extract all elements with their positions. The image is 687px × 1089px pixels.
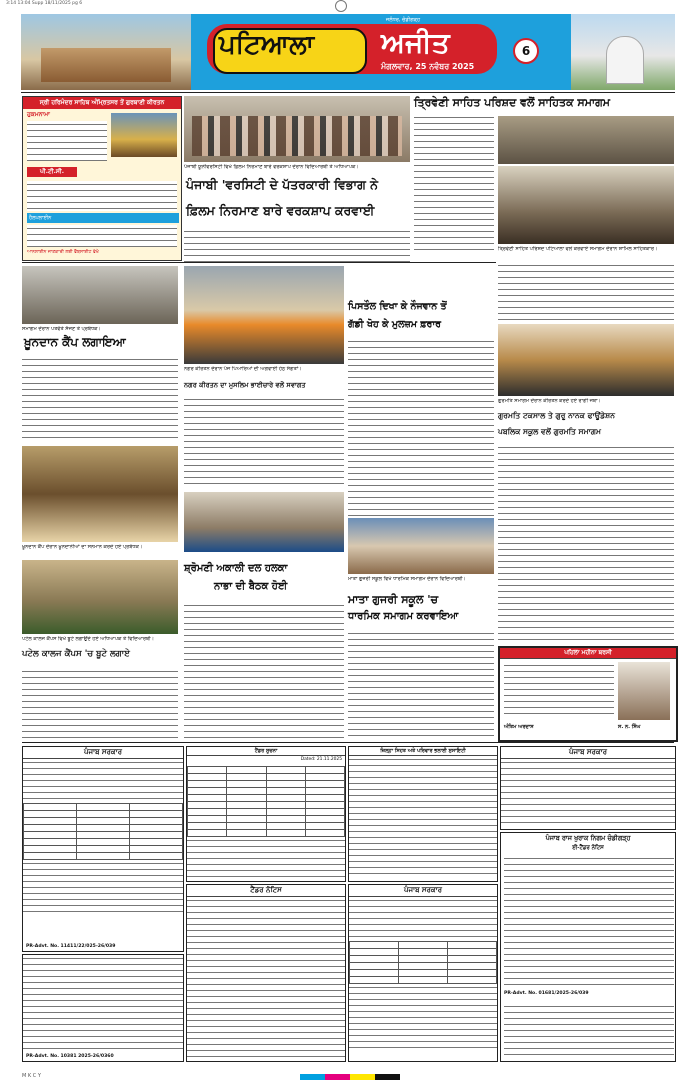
patel-caption: ਪਟੇਲ ਕਾਲਜ ਕੈਂਪਸ ਵਿਖੇ ਬੂਟੇ ਲਗਾਉਂਦੇ ਹੋਏ ਅਧਿਆਪਕ ਤੇ ਵਿਦਿਆਰਥੀ। xyxy=(22,636,154,642)
ad-right-gov xyxy=(500,746,676,830)
blood-headline: ਖ਼ੂਨਦਾਨ ਕੈਂਪ ਲਗਾਇਆ xyxy=(24,335,126,349)
kirtan-headline-2: ਪਬਲਿਕ ਸਕੂਲ ਵਲੋਂ ਗੁਰਮਤਿ ਸਮਾਗਮ xyxy=(498,427,602,436)
trivedi-photo-large xyxy=(498,166,674,244)
akali-headline-1: ਸ਼੍ਰੋਮਣੀ ਅਕਾਲੀ ਦਲ ਹਲਕਾ xyxy=(184,563,288,574)
obituary-text xyxy=(504,662,614,718)
kirtan-caption: ਗੁਰਮਤਿ ਸਮਾਗਮ ਦੌਰਾਨ ਕੀਰਤਨ ਕਰਦੇ ਹੋਏ ਰਾਗੀ ਜਥਾ। xyxy=(498,398,601,404)
ad-right-big-foot: PR-Advt. No. 01681/2025-26/039 xyxy=(504,991,589,996)
ad-left-top-foot: PR-Advt. No. 11411/22/025-26/039 xyxy=(26,944,116,949)
ad-mid-2-head: ਜ਼ਿਲ੍ਹਾ ਸਿਹਤ ਅਤੇ ਪਰਿਵਾਰ ਭਲਾਈ ਸੁਸਾਇਟੀ xyxy=(349,747,497,756)
trivedi-headline: ਤ੍ਰਿਵੇਣੀ ਸਾਹਿਤ ਪਰਿਸ਼ਦ ਵਲੋਂ ਸਾਹਿਤਕ ਸਮਾਗਮ xyxy=(414,96,611,109)
ad-mid-4-table xyxy=(349,941,497,984)
trivedi-caption: ਤ੍ਰਿਵੇਣੀ ਸਾਹਿਤ ਪਰਿਸ਼ਦ ਪਟਿਆਲਾ ਵਲੋਂ ਕਰਵਾਏ ਸਮਾਗਮ ਦੌਰਾਨ ਸ਼ਾਮਿਲ ਸਾਹਿਤਕਾਰ। xyxy=(498,246,658,252)
nagar-photo xyxy=(184,266,344,364)
obituary-head: ਪਹਿਲਾ ਮਹੀਨਾ ਬਰਸੀ xyxy=(500,648,676,659)
ad-left-bottom-foot: PR-Advt. No. 10381 2025-26/0360 xyxy=(26,1054,114,1059)
crop-marks: 3:14 13:04 Supp 18/11/2025 pg 6 xyxy=(6,1,83,6)
pu-caption: ਪੰਜਾਬੀ ਯੂਨੀਵਰਸਿਟੀ ਵਿਖੇ ਫ਼ਿਲਮ ਨਿਰਮਾਣ ਬਾਰੇ ਵਰਕਸ਼ਾਪ ਦੌਰਾਨ ਵਿਦਿਆਰਥੀ ਤੇ ਅਧਿਆਪਕ। xyxy=(184,164,359,170)
nagar-caption: ਨਗਰ ਕੀਰਤਨ ਦੌਰਾਨ ਪੰਜ ਪਿਆਰਿਆਂ ਦੀ ਅਗਵਾਈ ਹੇਠ ਸੰਗਤਾਂ। xyxy=(184,366,302,372)
ad-left-top-head: ਪੰਜਾਬ ਸਰਕਾਰ xyxy=(23,747,183,759)
kirtan-headline-1: ਗੁਰਮਤਿ ਟਕਸਾਲ ਤੇ ਗੁਰੂ ਨਾਨਕ ਫਾਊਂਡੇਸ਼ਨ xyxy=(498,411,615,420)
ad-right-big-text xyxy=(504,855,674,989)
ad-mid-1 xyxy=(186,746,346,882)
infobox xyxy=(22,96,182,261)
bottom-marks: M K C Y xyxy=(22,1073,41,1079)
ad-left-top-table xyxy=(23,803,183,860)
masthead-photo-right-dome xyxy=(606,36,644,84)
masthead-photo-left-building xyxy=(41,48,171,82)
school-caption: ਮਾਤਾ ਗੁਜਰੀ ਸਕੂਲ ਵਿਖੇ ਧਾਰਮਿਕ ਸਮਾਗਮ ਦੌਰਾਨ ਵਿਦਿਆਰਥੀ। xyxy=(348,576,466,582)
patel-body xyxy=(22,668,178,738)
pu-headline-2: ਫ਼ਿਲਮ ਨਿਰਮਾਣ ਬਾਰੇ ਵਰਕਸ਼ਾਪ ਕਰਵਾਈ xyxy=(186,203,375,218)
infobox-title: ਸ੍ਰੀ ਹਰਿਮੰਦਰ ਸਾਹਿਬ ਅੰਮ੍ਰਿਤਸਰ ਤੋਂ ਗੁਰਬਾਣੀ ਕੀਰਤਨ xyxy=(23,97,181,109)
ad-right-big-sub: ਈ-ਟੈਂਡਰ ਨੋਟਿਸ xyxy=(572,845,604,851)
ad-right-big-head: ਪੰਜਾਬ ਰਾਜ ਖੁਰਾਕ ਨਿਗਮ ਚੰਡੀਗੜ੍ਹ xyxy=(545,834,631,842)
ad-right-big-addr xyxy=(504,1003,674,1057)
patel-headline: ਪਟੇਲ ਕਾਲਜ ਕੈਂਪਸ 'ਚ ਬੂਟੇ ਲਗਾਏ xyxy=(22,649,130,659)
police-body xyxy=(348,338,494,516)
police-headline-2: ਗੱਡੀ ਖੋਹ ਕੇ ਮੁਲਜ਼ਮ ਫ਼ਰਾਰ xyxy=(348,319,442,330)
school-headline-2: ਧਾਰਮਿਕ ਸਮਾਗਮ ਕਰਵਾਇਆ xyxy=(348,611,459,622)
ad-mid-3-head: ਟੈਂਡਰ ਨੋਟਿਸ xyxy=(187,885,345,897)
infobox-sub1: ਹੁਕਮਨਾਮਾ xyxy=(27,111,50,118)
trivedi-photo-small xyxy=(498,116,674,164)
masthead-section: ਪਟਿਆਲਾ xyxy=(219,30,315,60)
school-photo xyxy=(348,518,494,574)
kirtan-photo xyxy=(498,324,674,396)
nagar-headline: ਨਗਰ ਕੀਰਤਨ ਦਾ ਮੁਸਲਿਮ ਭਾਈਚਾਰੇ ਵਲੋਂ ਸਵਾਗਤ xyxy=(184,381,306,389)
ad-mid-3-text xyxy=(187,897,345,1057)
ad-mid-1-text xyxy=(187,837,345,881)
blood-body xyxy=(22,356,178,442)
ad-mid-4-text-2 xyxy=(349,984,497,1048)
pu-workshop-photo xyxy=(184,96,410,162)
crop-dot-icon xyxy=(335,0,347,12)
trivedi-body-1 xyxy=(414,114,494,254)
infobox-image xyxy=(111,113,177,157)
masthead-date: ਮੰਗਲਵਾਰ, 25 ਨਵੰਬਰ 2025 xyxy=(381,62,475,71)
infobox-text-2 xyxy=(27,181,177,211)
blood-caption-top: ਸਮਾਗਮ ਦੌਰਾਨ ਪਤਵੰਤੇ ਸੱਜਣ ਤੇ ਪ੍ਰਬੰਧਕ। xyxy=(22,326,101,332)
school-body xyxy=(348,630,494,738)
masthead-edition: ਜਲੰਧਰ, ਚੰਡੀਗੜ੍ਹ xyxy=(386,17,421,23)
masthead xyxy=(21,14,675,104)
ad-right-gov-head: ਪੰਜਾਬ ਸਰਕਾਰ xyxy=(501,747,675,759)
ad-left-bottom xyxy=(22,954,184,1062)
masthead-band xyxy=(191,14,571,90)
obituary-label: ਅੰਤਿਮ ਅਰਦਾਸ xyxy=(504,724,534,730)
school-headline-1: ਮਾਤਾ ਗੁਜਰੀ ਸਕੂਲ 'ਚ xyxy=(348,593,439,606)
akali-body xyxy=(184,602,344,738)
ad-mid-2 xyxy=(348,746,498,882)
ad-left-top-text xyxy=(23,759,183,803)
kirtan-body xyxy=(498,444,674,644)
akali-headline-2: ਨਾਭਾ ਦੀ ਬੈਠਕ ਹੋਈ xyxy=(214,581,288,592)
ad-left-top-text-2 xyxy=(23,860,183,914)
trivedi-body-2 xyxy=(498,262,674,320)
nagar-body xyxy=(184,396,344,488)
ad-mid-1-head: ਟੈਂਡਰ ਸੂਚਨਾ xyxy=(187,747,345,756)
infobox-note: ਹੈਲਪਲਾਈਨ xyxy=(27,213,179,223)
blood-photo-top xyxy=(22,266,178,324)
ad-left-top xyxy=(22,746,184,952)
pu-body xyxy=(184,228,410,262)
ad-mid-2-text xyxy=(349,756,497,876)
ad-left-bottom-text xyxy=(23,955,183,1049)
blood-caption-mid: ਖ਼ੂਨਦਾਨ ਕੈਂਪ ਦੌਰਾਨ ਖ਼ੂਨਦਾਨੀਆਂ ਦਾ ਸਨਮਾਨ ਕਰਦੇ ਹੋਏ ਪ੍ਰਬੰਧਕ। xyxy=(22,544,143,550)
color-bar xyxy=(300,1074,400,1080)
infobox-sub2: ਪੀ.ਟੀ.ਸੀ. xyxy=(27,167,77,177)
infobox-footer: ਆਨਲਾਈਨ ਜਾਣਕਾਰੀ ਲਈ ਵੈੱਬਸਾਈਟ ਵੇਖੋ xyxy=(27,250,99,255)
blood-photo-mid xyxy=(22,446,178,542)
obituary-box xyxy=(498,646,678,742)
infobox-text-3 xyxy=(27,225,177,247)
ad-mid-4 xyxy=(348,884,498,1062)
infobox-text xyxy=(27,121,107,161)
ad-mid-4-text xyxy=(349,897,497,941)
page-number-badge: 6 xyxy=(513,38,539,64)
ad-mid-3 xyxy=(186,884,346,1062)
obituary-photo xyxy=(618,662,670,720)
police-headline-1: ਪਿਸਤੌਲ ਦਿਖਾ ਕੇ ਨੌਜਵਾਨ ਤੋਂ xyxy=(348,301,447,312)
ad-mid-1-table xyxy=(187,766,345,837)
ad-right-big xyxy=(500,832,676,1062)
school-photo-left xyxy=(184,492,344,552)
masthead-paper: ਅਜੀਤ xyxy=(381,26,450,59)
pu-headline-1: ਪੰਜਾਬੀ 'ਵਰਸਿਟੀ ਦੇ ਪੱਤਰਕਾਰੀ ਵਿਭਾਗ ਨੇ xyxy=(186,177,378,192)
ad-mid-1-date: Dated: 21.11.2025 xyxy=(300,757,342,762)
obituary-name: ਸ. ਨ. ਸਿੰਘ xyxy=(618,724,641,730)
patel-photo xyxy=(22,560,178,634)
ad-right-gov-text xyxy=(501,759,675,827)
ad-mid-4-head: ਪੰਜਾਬ ਸਰਕਾਰ xyxy=(349,885,497,897)
